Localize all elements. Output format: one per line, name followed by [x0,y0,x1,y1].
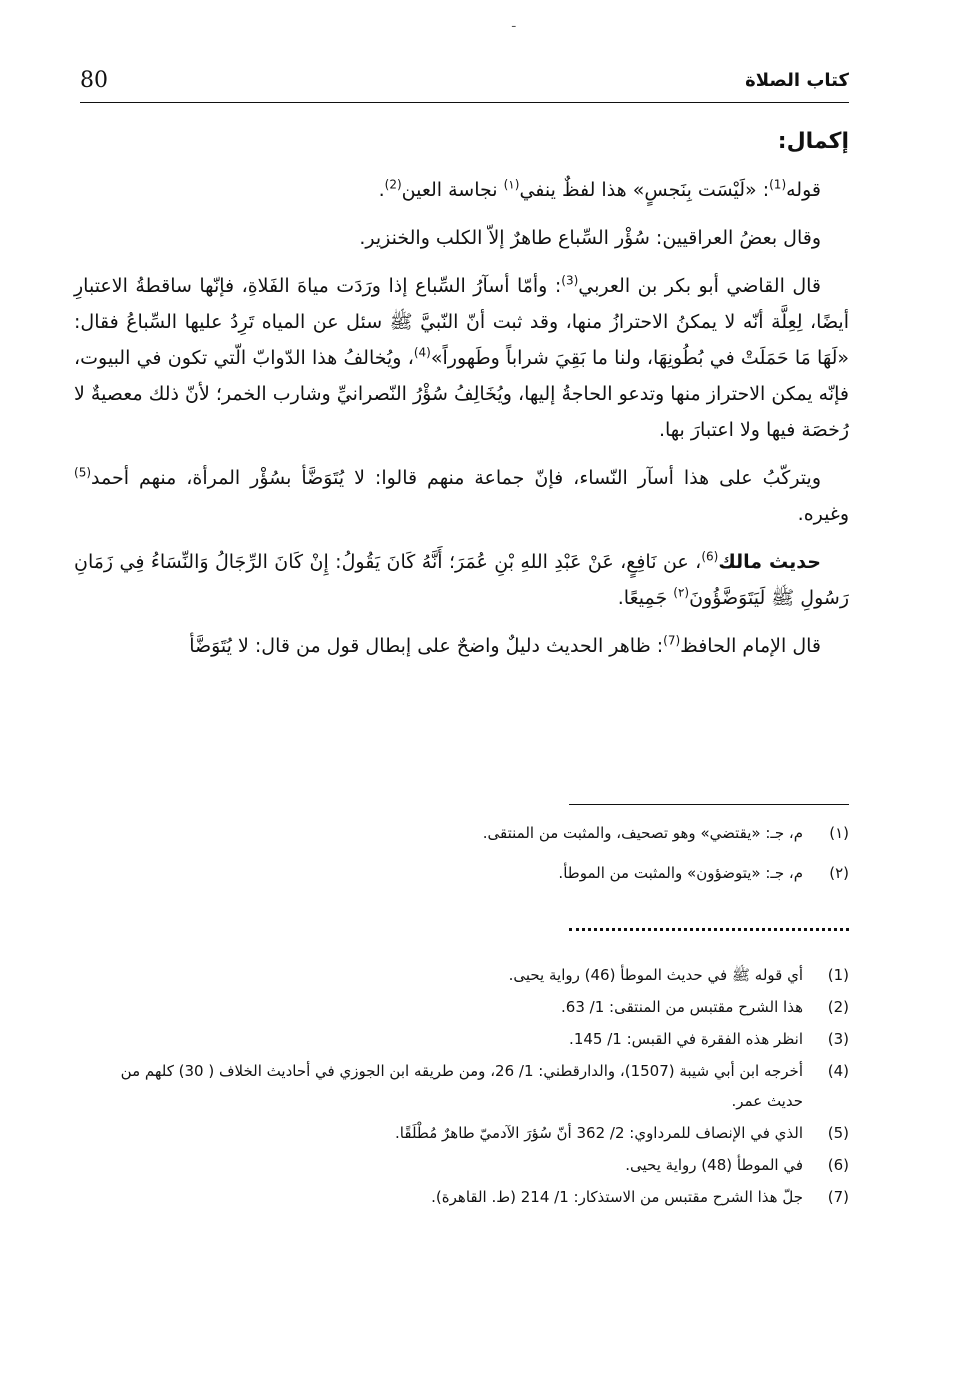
footnote-ref[interactable]: (7) [663,633,681,648]
paragraph-text: : «لَيْسَت بِنَجسٍ» هذا لفظٌ ينفي [519,179,770,201]
footnote [80,1118,849,1148]
manuscript-notes [80,818,849,898]
note-text: م، جـ: «يتوضؤون» والمثبت من الموطأ. [558,864,803,882]
main-text [74,124,849,676]
footnote-separator [569,804,849,805]
note-number: (4) [827,1062,849,1080]
ms-note [80,858,849,888]
footnote [80,1150,849,1180]
footnote [80,992,849,1022]
footnote-ref[interactable]: (4) [413,345,431,360]
ms-note [80,818,849,848]
paragraph-text: قوله [786,179,821,201]
section-heading: إكمال: [777,129,849,154]
paragraph-2: وقال بعضُ العراقيين: سُؤْر السِّباع طاهرٌ إلاّ الكلب والخنزير. [359,227,821,249]
paragraph-text: جَمِيعًا. [617,587,674,609]
footnote-ref[interactable]: (5) [74,465,92,480]
note-number: (٢) [829,864,849,882]
paragraph-text: ، عن نَافِعٍ، عَنْ عَبْدِ اللهِ بْنِ عُمَرَ؛ أَنَّهُ كَانَ يَقُولُ: إِنْ كَانَ الرِّجَالُ وَالنِّسَاءُ فِي زَمَانِ رَسُولِ ﷺ لَيَتَوَضَّؤُونَ [74,551,849,609]
paragraph-text: : ظاهر الحديث دليلٌ واضحٌ على إبطال قول من قال: لا يُتَوَضَّأ [189,635,664,657]
note-number: (6) [827,1156,849,1174]
page-number: 80 [80,68,108,93]
note-number: (5) [827,1124,849,1142]
paragraph-text: . [378,179,385,201]
paragraph-4 [74,460,849,532]
paragraph-text: قال القاضي أبو بكر بن العربي [578,275,821,297]
note-text: انظر هذه الفقرة في القبس: 1/ 145. [569,1030,803,1048]
note-text: م، جـ: «يقتضي» وهو تصحيف، والمثبت من المنتقى. [482,824,803,842]
footnote [80,1024,849,1054]
page-header [80,66,849,103]
paragraph-text: قال الإمام الحافظ [680,635,821,657]
note-text: جلّ هذا الشرح مقتبس من الاستذكار: 1/ 214 (ط. القاهرة). [431,1188,803,1206]
paragraph-text: ، ويُخالفُ هذا الدّوابّ الّتي تكون في البيوت، فإنّه يمكن الاحتراز منها وتدعو الحاجةُ إليها، ويُخَالِفُ سُؤْرُ النّصرانيِّ وشارب الخمر؛ لأنّ ذلك معصيةٌ لا رُخصَة فيها ولا اعتبارَ بها. [74,347,849,441]
footnote-ref[interactable]: (2) [384,177,402,192]
paragraph-text: نجاسة العين [401,179,504,201]
note-text: في الموطأ (48) رواية يحيى. [625,1156,803,1174]
note-number: (١) [829,824,849,842]
note-text: هذا الشرح مقتبس من المنتقى: 1/ 63. [561,998,803,1016]
note-number: (2) [827,998,849,1016]
footnote [80,1182,849,1212]
ms-note-ref[interactable]: (٢) [673,585,690,600]
note-text: الذي في الإنصاف للمرداوي: 2/ 362 أنّ سُؤرَ الآدميّ طاهرٌ مُطْلَقًا. [395,1124,803,1142]
running-title: كتاب الصلاة [745,70,849,91]
ms-note-ref[interactable]: (١) [503,177,520,192]
note-text: أخرجه ابن أبي شيبة (1507)، والدارقطني: 1/ 26، ومن طريقه ابن الجوزي في أحاديث الخلاف ( 30) كلهم من حديث عمر. [120,1062,803,1110]
footnote-ref[interactable]: (6) [701,549,719,564]
paragraph-5 [74,544,849,616]
note-number: (3) [827,1030,849,1048]
footnote-ref[interactable]: (1) [769,177,787,192]
scan-speck: ـ [512,16,516,30]
paragraph-text: وغيره. [797,503,849,525]
paragraph-6 [74,628,849,664]
paragraph-text: : وأمّا أسآرُ السِّباع إذا ورَدَت مياهَ الفَلاةِ، فإنّها ساقطةُ الاعتبارِ أيضًا، لِعِلَّة أنّه لا يمكنُ الاحترازُ منها، وقد ثبت أنّ النّبيَّ ﷺ سئل عن المياه تَرِدُ عليها السِّباعُ فقال: «لَهَا مَا حَمَلَتْ في بُطُونِهَا، ولنا ما بَقِيَ شراباً وطَهوراً» [74,275,849,369]
note-text: أي قوله ﷺ في حديث الموطأ (46) رواية يحيى. [508,966,803,984]
paragraph-1 [74,172,849,208]
paragraph-text: ويتركّبُ على هذا أسآر النّساء، فإنّ جماعة منهم قالوا: لا يُتَوَضَّأ بسُؤْر المرأة، منهم أحمد [91,467,821,489]
paragraph-3 [74,268,849,448]
note-number: (1) [827,966,849,984]
hadith-label: حديث مالك [718,551,821,573]
dotted-separator [569,928,849,931]
footnote-ref[interactable]: (3) [561,273,579,288]
note-number: (7) [827,1188,849,1206]
footnote [80,960,849,990]
footnotes [80,960,849,1214]
footnote [80,1056,849,1116]
